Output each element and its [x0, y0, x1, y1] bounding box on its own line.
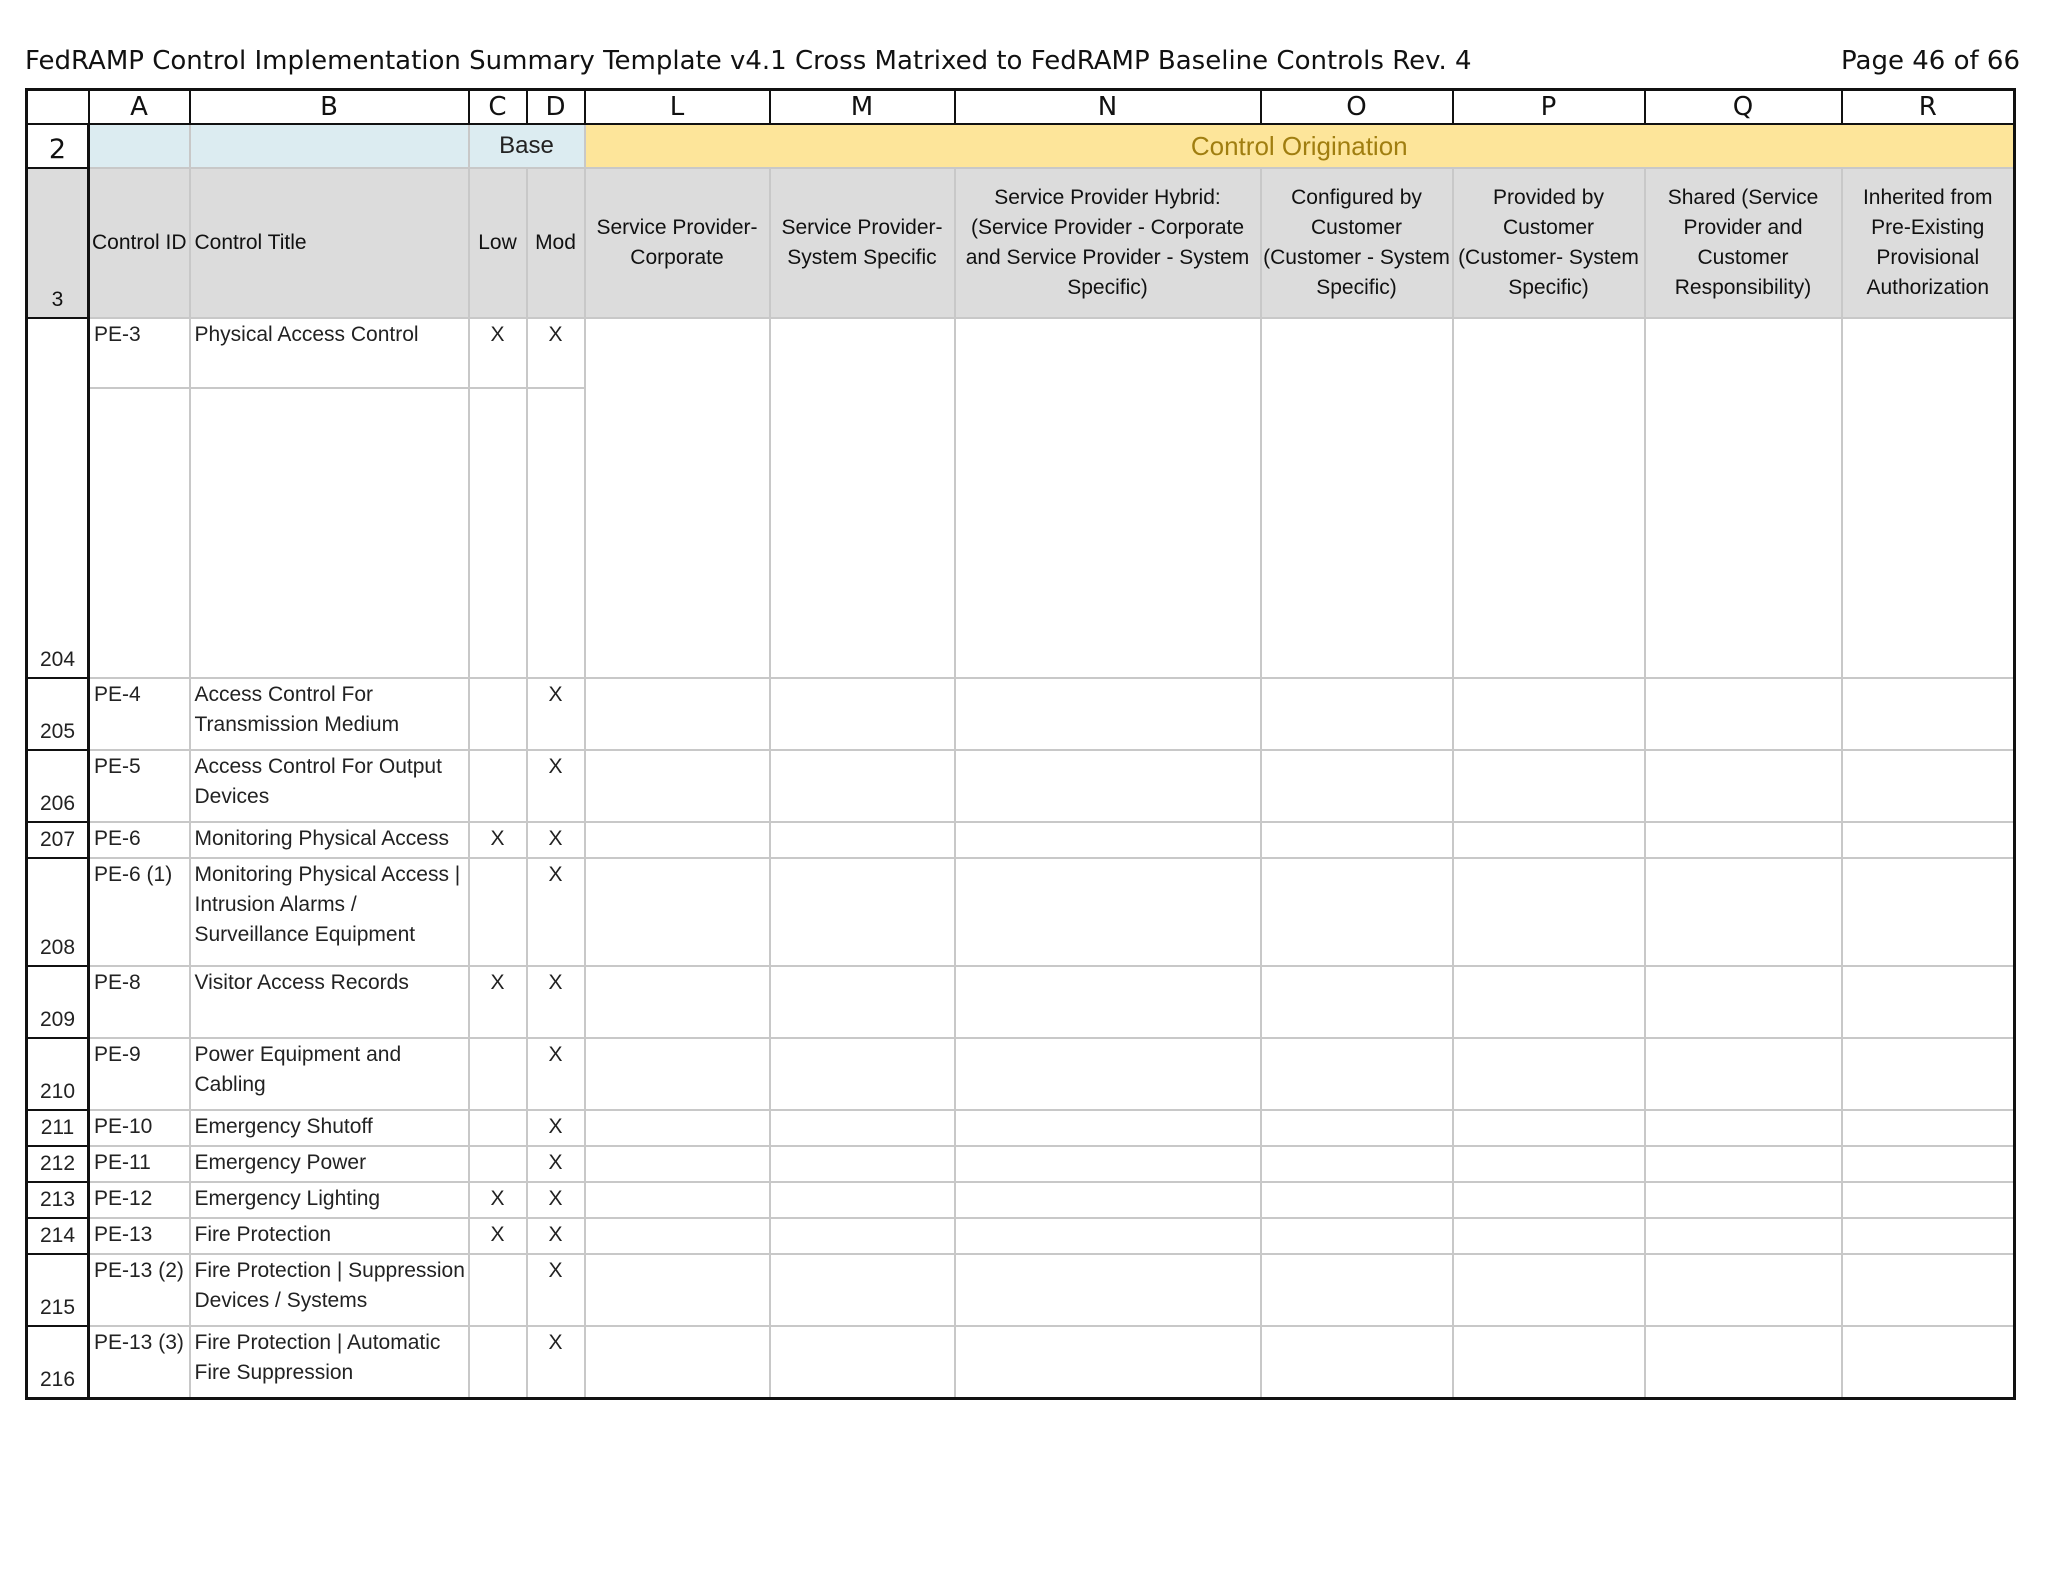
control-id[interactable]: PE-4: [89, 678, 190, 750]
low-mark[interactable]: X: [469, 1218, 527, 1254]
blank-cell[interactable]: [1842, 966, 2015, 1038]
control-title[interactable]: Fire Protection | Suppression Devices / Systems: [190, 1254, 469, 1326]
blank-cell[interactable]: [1453, 750, 1645, 822]
column-letter[interactable]: D: [527, 90, 585, 125]
blank-cell[interactable]: [1842, 1254, 2015, 1326]
mod-mark[interactable]: X: [527, 1326, 585, 1399]
control-title[interactable]: Fire Protection | Automatic Fire Suppression: [190, 1326, 469, 1399]
column-letter[interactable]: C: [469, 90, 527, 125]
blank-cell[interactable]: [1842, 1110, 2015, 1146]
blank-cell[interactable]: [1261, 678, 1453, 750]
blank-cell[interactable]: [1261, 1038, 1453, 1110]
cell-divider: [469, 387, 527, 389]
control-title[interactable]: Access Control For Output Devices: [190, 750, 469, 822]
control-id[interactable]: PE-5: [89, 750, 190, 822]
low-mark[interactable]: [469, 1146, 527, 1182]
row-number[interactable]: 212: [27, 1146, 89, 1182]
low-mark[interactable]: [469, 678, 527, 750]
table-row: [27, 966, 2015, 1038]
mod-mark[interactable]: X: [527, 1110, 585, 1146]
row-number[interactable]: 210: [27, 1038, 89, 1110]
blank-cell[interactable]: [1261, 1254, 1453, 1326]
blank-cell[interactable]: [1645, 966, 1842, 1038]
blank-cell[interactable]: [1645, 1218, 1842, 1254]
blank-cell[interactable]: [1842, 822, 2015, 858]
blank-cell[interactable]: [1453, 1146, 1645, 1182]
blank-cell[interactable]: [1261, 318, 1453, 678]
column-letter[interactable]: Q: [1645, 90, 1842, 125]
column-title-row: [27, 168, 2015, 318]
blank-cell[interactable]: [770, 1326, 955, 1399]
control-origination-header[interactable]: Control Origination: [585, 124, 2015, 168]
blank-cell[interactable]: [1645, 1326, 1842, 1399]
blank-cell[interactable]: [1645, 678, 1842, 750]
low-mark: X: [490, 323, 505, 346]
blank-cell[interactable]: [1453, 822, 1645, 858]
mod-mark[interactable]: X: [527, 1146, 585, 1182]
row-number[interactable]: 208: [27, 858, 89, 966]
mod-mark[interactable]: X: [527, 1254, 585, 1326]
base-group-header[interactable]: Base: [469, 124, 585, 168]
blank-cell[interactable]: [1842, 1038, 2015, 1110]
mod-cell[interactable]: [527, 318, 585, 678]
blank-cell[interactable]: [1645, 1254, 1842, 1326]
row-number[interactable]: 3: [27, 168, 89, 318]
control-title[interactable]: Visitor Access Records: [190, 966, 469, 1038]
row-number[interactable]: 2: [27, 124, 89, 168]
control-title-cell[interactable]: [190, 318, 469, 678]
column-letter[interactable]: R: [1842, 90, 2015, 125]
table-row: [27, 822, 2015, 858]
low-mark[interactable]: [469, 1254, 527, 1326]
control-id[interactable]: PE-6: [89, 822, 190, 858]
mod-header[interactable]: Mod: [527, 168, 585, 318]
blank-cell[interactable]: [770, 858, 955, 966]
column-letter[interactable]: O: [1261, 90, 1453, 125]
blank-cell[interactable]: [955, 1110, 1261, 1146]
blank-cell[interactable]: [585, 1038, 770, 1110]
table-row: [27, 1146, 2015, 1182]
control-title[interactable]: Power Equipment and Cabling: [190, 1038, 469, 1110]
blank-cell[interactable]: [1842, 858, 2015, 966]
blank-cell[interactable]: [955, 1182, 1261, 1218]
control-title-header[interactable]: Control Title: [190, 168, 469, 318]
control-id[interactable]: PE-13 (3): [89, 1326, 190, 1399]
row-number[interactable]: 213: [27, 1182, 89, 1218]
blank-cell[interactable]: [1453, 1326, 1645, 1399]
provided-by-customer-header[interactable]: Provided by Customer (Customer- System Specific): [1453, 168, 1645, 318]
blank-cell[interactable]: [770, 966, 955, 1038]
control-title: Physical Access Control: [194, 323, 419, 346]
blank-cell[interactable]: [1261, 1218, 1453, 1254]
control-title[interactable]: Emergency Shutoff: [190, 1110, 469, 1146]
column-letter[interactable]: N: [955, 90, 1261, 125]
blank-cell[interactable]: [955, 1038, 1261, 1110]
low-mark[interactable]: [469, 1110, 527, 1146]
row-number[interactable]: 214: [27, 1218, 89, 1254]
blank-cell[interactable]: [955, 1218, 1261, 1254]
blank-cell[interactable]: [1645, 858, 1842, 966]
table-row: [27, 1326, 2015, 1399]
blank-cell[interactable]: [1842, 318, 2015, 678]
blank-cell[interactable]: [1645, 1146, 1842, 1182]
blank-cell[interactable]: [1645, 750, 1842, 822]
blank-cell[interactable]: [1645, 1110, 1842, 1146]
sp-corporate-header[interactable]: Service Provider-Corporate: [585, 168, 770, 318]
control-id[interactable]: PE-13 (2): [89, 1254, 190, 1326]
blank-cell[interactable]: [1453, 678, 1645, 750]
cell-divider: [527, 387, 585, 389]
blank-cell[interactable]: [1261, 858, 1453, 966]
blank-cell[interactable]: [1842, 1218, 2015, 1254]
low-mark[interactable]: [469, 858, 527, 966]
corner-cell: [27, 90, 89, 125]
blank-cell[interactable]: [1261, 966, 1453, 1038]
blank-cell[interactable]: [955, 1326, 1261, 1399]
low-header[interactable]: Low: [469, 168, 527, 318]
mod-mark[interactable]: X: [527, 750, 585, 822]
blank-cell[interactable]: [770, 1146, 955, 1182]
control-title[interactable]: Fire Protection: [190, 1218, 469, 1254]
blank-cell[interactable]: [585, 1182, 770, 1218]
low-cell[interactable]: [469, 318, 527, 678]
blank-cell[interactable]: [1453, 1182, 1645, 1218]
control-id[interactable]: PE-6 (1): [89, 858, 190, 966]
blank-cell[interactable]: [1645, 318, 1842, 678]
blank-cell[interactable]: [770, 678, 955, 750]
blank-cell[interactable]: [1453, 966, 1645, 1038]
table-row: [27, 1254, 2015, 1326]
blank-cell[interactable]: [1261, 750, 1453, 822]
blank-cell[interactable]: [585, 858, 770, 966]
blank-cell[interactable]: [770, 822, 955, 858]
control-id[interactable]: PE-11: [89, 1146, 190, 1182]
blank-cell[interactable]: [770, 1110, 955, 1146]
table-row: [27, 1218, 2015, 1254]
low-mark[interactable]: X: [469, 1182, 527, 1218]
blank-cell[interactable]: [1261, 1110, 1453, 1146]
control-title[interactable]: Emergency Lighting: [190, 1182, 469, 1218]
blank-cell[interactable]: [1453, 1254, 1645, 1326]
page-header: [25, 46, 2020, 82]
shared-header[interactable]: Shared (Service Provider and Customer Responsibility): [1645, 168, 1842, 318]
row-number[interactable]: 216: [27, 1326, 89, 1399]
mod-mark[interactable]: X: [527, 678, 585, 750]
control-id[interactable]: PE-8: [89, 966, 190, 1038]
blank-cell[interactable]: [955, 318, 1261, 678]
blank-cell[interactable]: [585, 1326, 770, 1399]
blank-cell[interactable]: [1453, 1110, 1645, 1146]
blank-cell[interactable]: [955, 858, 1261, 966]
blank-cell[interactable]: [770, 1254, 955, 1326]
blank-cell[interactable]: [955, 750, 1261, 822]
blank-cell[interactable]: [1645, 1038, 1842, 1110]
blank-cell[interactable]: [585, 678, 770, 750]
mod-mark[interactable]: X: [527, 822, 585, 858]
low-mark[interactable]: X: [469, 966, 527, 1038]
low-mark[interactable]: [469, 1038, 527, 1110]
table-row: [27, 1038, 2015, 1110]
blank-cell[interactable]: [770, 1218, 955, 1254]
control-id-cell[interactable]: [89, 318, 190, 678]
blank-cell[interactable]: [585, 318, 770, 678]
cell-divider: [89, 387, 190, 389]
blank-cell[interactable]: [585, 1146, 770, 1182]
control-id: PE-3: [94, 323, 141, 346]
blank-cell[interactable]: [1453, 318, 1645, 678]
configured-by-customer-header[interactable]: Configured by Customer (Customer - System Specific): [1261, 168, 1453, 318]
low-mark[interactable]: [469, 1326, 527, 1399]
cell-divider: [190, 387, 469, 389]
row-number[interactable]: 204: [27, 318, 89, 678]
table-row: [27, 1182, 2015, 1218]
group-header-row: [27, 124, 2015, 168]
blank-cell[interactable]: [1645, 822, 1842, 858]
row-number[interactable]: 215: [27, 1254, 89, 1326]
sp-system-header[interactable]: Service Provider-System Specific: [770, 168, 955, 318]
blank-cell[interactable]: [585, 1254, 770, 1326]
blank-cell[interactable]: [770, 750, 955, 822]
blank-cell[interactable]: [1645, 1182, 1842, 1218]
row-number[interactable]: 206: [27, 750, 89, 822]
blank-cell[interactable]: [585, 750, 770, 822]
blank-cell[interactable]: [1842, 1326, 2015, 1399]
document-title: FedRAMP Control Implementation Summary Template v4.1 Cross Matrixed to FedRAMP Baseline Controls Rev. 4: [25, 46, 1472, 76]
blank-cell[interactable]: [1453, 1038, 1645, 1110]
table-row: [27, 858, 2015, 966]
control-matrix-table: [25, 88, 2016, 1400]
blank-cell[interactable]: [1261, 1326, 1453, 1399]
blank-cell[interactable]: [1453, 858, 1645, 966]
column-letter[interactable]: P: [1453, 90, 1645, 125]
row-number[interactable]: 205: [27, 678, 89, 750]
blank-cell[interactable]: [1842, 750, 2015, 822]
blank-cell[interactable]: [89, 124, 190, 168]
table-row: [27, 678, 2015, 750]
row-number[interactable]: 207: [27, 822, 89, 858]
column-letter[interactable]: A: [89, 90, 190, 125]
blank-cell[interactable]: [190, 124, 469, 168]
blank-cell[interactable]: [955, 966, 1261, 1038]
blank-cell[interactable]: [955, 1146, 1261, 1182]
blank-cell[interactable]: [770, 1038, 955, 1110]
blank-cell[interactable]: [955, 1254, 1261, 1326]
blank-cell[interactable]: [1842, 1182, 2015, 1218]
control-id[interactable]: PE-12: [89, 1182, 190, 1218]
control-title[interactable]: Access Control For Transmission Medium: [190, 678, 469, 750]
blank-cell[interactable]: [1261, 822, 1453, 858]
row-number[interactable]: 209: [27, 966, 89, 1038]
blank-cell[interactable]: [585, 1110, 770, 1146]
table-row: [27, 1110, 2015, 1146]
blank-cell[interactable]: [955, 822, 1261, 858]
low-mark[interactable]: [469, 750, 527, 822]
page-number: Page 46 of 66: [1841, 46, 2020, 76]
blank-cell[interactable]: [585, 1218, 770, 1254]
blank-cell[interactable]: [1842, 1146, 2015, 1182]
control-title[interactable]: Monitoring Physical Access: [190, 822, 469, 858]
column-letter[interactable]: L: [585, 90, 770, 125]
control-id-header[interactable]: Control ID: [89, 168, 190, 318]
mod-mark[interactable]: X: [527, 1038, 585, 1110]
blank-cell[interactable]: [1842, 678, 2015, 750]
column-letter[interactable]: B: [190, 90, 469, 125]
mod-mark[interactable]: X: [527, 1218, 585, 1254]
blank-cell[interactable]: [585, 822, 770, 858]
inherited-header[interactable]: Inherited from Pre-Existing Provisional Authorization: [1842, 168, 2015, 318]
blank-cell[interactable]: [1261, 1146, 1453, 1182]
low-mark[interactable]: X: [469, 822, 527, 858]
column-letter-row: [27, 90, 2015, 125]
control-id[interactable]: PE-10: [89, 1110, 190, 1146]
mod-mark[interactable]: X: [527, 966, 585, 1038]
blank-cell[interactable]: [1261, 1182, 1453, 1218]
control-title[interactable]: Monitoring Physical Access | Intrusion Alarms / Surveillance Equipment: [190, 858, 469, 966]
blank-cell[interactable]: [770, 1182, 955, 1218]
sp-hybrid-header[interactable]: Service Provider Hybrid: (Service Provider - Corporate and Service Provider - System Specific): [955, 168, 1261, 318]
mod-mark[interactable]: X: [527, 1182, 585, 1218]
control-id[interactable]: PE-9: [89, 1038, 190, 1110]
blank-cell[interactable]: [770, 318, 955, 678]
row-number[interactable]: 211: [27, 1110, 89, 1146]
table-row: [27, 750, 2015, 822]
table-row: [27, 318, 2015, 678]
blank-cell[interactable]: [1453, 1218, 1645, 1254]
mod-mark: X: [548, 323, 563, 346]
control-id[interactable]: PE-13: [89, 1218, 190, 1254]
blank-cell[interactable]: [585, 966, 770, 1038]
blank-cell[interactable]: [955, 678, 1261, 750]
column-letter[interactable]: M: [770, 90, 955, 125]
mod-mark[interactable]: X: [527, 858, 585, 966]
control-title[interactable]: Emergency Power: [190, 1146, 469, 1182]
